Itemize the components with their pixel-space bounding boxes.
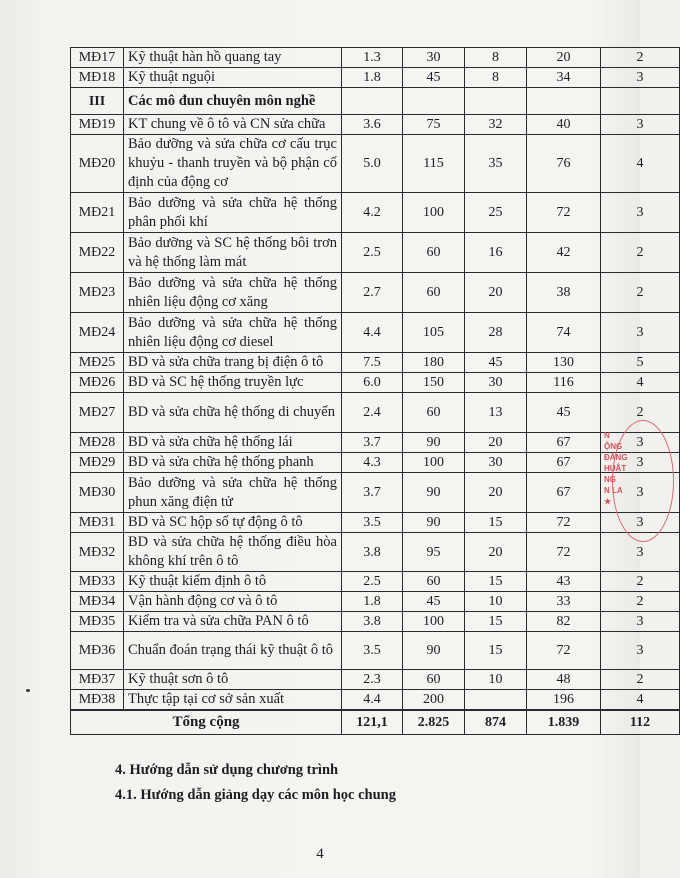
table-row [71,473,680,513]
table-row [71,273,680,313]
module-code: MĐ26 [71,373,124,393]
exam-cell: 3 [601,473,680,513]
table-row [71,592,680,612]
exam-cell: 2 [601,48,680,68]
exam-cell: 3 [601,115,680,135]
module-name: BD và sửa chữa hệ thống di chuyển [124,393,342,433]
credits-cell: 6.0 [342,373,403,393]
theory-cell: 20 [465,433,527,453]
theory-cell: 45 [465,353,527,373]
module-code: MĐ28 [71,433,124,453]
curriculum-table [70,47,680,735]
credits-cell: 1.8 [342,592,403,612]
empty-cell [403,88,465,115]
total-cell: 180 [403,353,465,373]
empty-cell [342,88,403,115]
total-label: Tổng cộng [71,710,342,734]
table-body [71,48,680,735]
module-name: Bảo dưỡng và sửa chữa cơ cấu trục khuỷu - thanh truyền và bộ phận cố định của động cơ [124,135,342,193]
module-name: Bảo dưỡng và SC hệ thống bôi trơn và hệ thống làm mát [124,233,342,273]
practice-cell: 34 [527,68,601,88]
module-name: Bảo dưỡng và sửa chữa hệ thống nhiên liệu động cơ diesel [124,313,342,353]
practice-cell: 67 [527,473,601,513]
table-row [71,313,680,353]
exam-cell: 3 [601,533,680,572]
stamp-line: NG [604,475,616,484]
table-row [71,353,680,373]
module-code: MĐ37 [71,670,124,690]
theory-cell: 13 [465,393,527,433]
total-cell: 45 [403,592,465,612]
total-cell: 100 [403,193,465,233]
exam-cell: 4 [601,690,680,711]
heading-usage-guide: 4. Hướng dẫn sử dụng chương trình [115,762,339,778]
practice-cell: 76 [527,135,601,193]
theory-cell: 16 [465,233,527,273]
module-name: KT chung về ô tô và CN sửa chữa [124,115,342,135]
practice-cell: 38 [527,273,601,313]
stamp-line: ★ [604,497,612,506]
theory-cell: 15 [465,612,527,632]
table-row [71,690,680,711]
module-name: Bảo dưỡng và sửa chữa hệ thống phân phối khí [124,193,342,233]
module-name: BD và SC hộp số tự động ô tô [124,513,342,533]
credits-cell: 2.3 [342,670,403,690]
table-row [71,670,680,690]
practice-cell: 33 [527,592,601,612]
theory-cell: 35 [465,135,527,193]
exam-cell: 2 [601,670,680,690]
table-row [71,193,680,233]
theory-cell: 10 [465,670,527,690]
module-code: MĐ30 [71,473,124,513]
table-row [71,115,680,135]
module-code: III [71,88,124,115]
module-name: Kỹ thuật nguội [124,68,342,88]
exam-cell: 5 [601,353,680,373]
table-row [71,135,680,193]
exam-cell: 3 [601,313,680,353]
total-cell: 90 [403,473,465,513]
stamp-line: HUẬT [604,464,627,473]
theory-cell: 28 [465,313,527,353]
total-cell: 150 [403,373,465,393]
total-cell: 200 [403,690,465,711]
exam-cell: 2 [601,273,680,313]
total-cell: 60 [403,393,465,433]
total-exam-cell: 112 [601,710,680,734]
stamp-line: ỘNG [604,442,623,451]
theory-cell [465,690,527,711]
total-cell: 95 [403,533,465,572]
total-cell: 60 [403,572,465,592]
theory-cell: 20 [465,273,527,313]
module-code: MĐ25 [71,353,124,373]
exam-cell: 3 [601,433,680,453]
module-name: Các mô đun chuyên môn nghề [124,88,342,115]
credits-cell: 3.6 [342,115,403,135]
table-row [71,533,680,572]
module-name: Kiểm tra và sửa chữa PAN ô tô [124,612,342,632]
module-name: BD và sửa chữa hệ thống lái [124,433,342,453]
module-code: MĐ24 [71,313,124,353]
exam-cell: 3 [601,612,680,632]
total-theory-cell: 874 [465,710,527,734]
practice-cell: 43 [527,572,601,592]
practice-cell: 82 [527,612,601,632]
theory-cell: 20 [465,533,527,572]
credits-cell: 2.7 [342,273,403,313]
exam-cell: 2 [601,393,680,433]
table-row [71,233,680,273]
table-row [71,48,680,68]
exam-cell: 3 [601,193,680,233]
credits-cell: 1.3 [342,48,403,68]
credits-cell: 5.0 [342,135,403,193]
credits-cell: 4.2 [342,193,403,233]
module-name: BD và sửa chữa hệ thống phanh [124,453,342,473]
credits-cell: 4.3 [342,453,403,473]
theory-cell: 15 [465,513,527,533]
module-name: Vận hành động cơ và ô tô [124,592,342,612]
practice-cell: 20 [527,48,601,68]
theory-cell: 10 [465,592,527,612]
module-code: MĐ18 [71,68,124,88]
heading-teaching-guide: 4.1. Hướng dẫn giảng dạy các môn học chung [115,787,397,803]
module-code: MĐ23 [71,273,124,313]
module-name: Bảo dưỡng và sửa chữa hệ thống phun xăng điện tử [124,473,342,513]
theory-cell: 30 [465,453,527,473]
total-cell: 90 [403,433,465,453]
table-row [71,453,680,473]
theory-cell: 8 [465,68,527,88]
module-code: MĐ19 [71,115,124,135]
theory-cell: 15 [465,572,527,592]
exam-cell: 4 [601,373,680,393]
credits-cell: 4.4 [342,690,403,711]
total-cell: 60 [403,233,465,273]
exam-cell: 2 [601,233,680,273]
total-cell: 60 [403,273,465,313]
credits-cell: 7.5 [342,353,403,373]
total-cell: 90 [403,632,465,670]
theory-cell: 25 [465,193,527,233]
stamp-text [604,430,628,507]
module-code: MĐ35 [71,612,124,632]
total-practice-cell: 1.839 [527,710,601,734]
credits-cell: 3.5 [342,632,403,670]
module-name: Bảo dưỡng và sửa chữa hệ thống nhiên liệu động cơ xăng [124,273,342,313]
ink-speck [26,689,30,692]
exam-cell: 3 [601,453,680,473]
module-code: MĐ34 [71,592,124,612]
credits-cell: 3.8 [342,612,403,632]
module-code: MĐ21 [71,193,124,233]
total-cell: 45 [403,68,465,88]
table-row [71,572,680,592]
module-code: MĐ32 [71,533,124,572]
total-row [71,710,680,734]
module-code: MĐ38 [71,690,124,711]
module-code: MĐ17 [71,48,124,68]
practice-cell: 130 [527,353,601,373]
theory-cell: 8 [465,48,527,68]
practice-cell: 48 [527,670,601,690]
module-name: Kỹ thuật kiểm định ô tô [124,572,342,592]
module-name: Thực tập tại cơ sở sản xuất [124,690,342,711]
total-cell: 100 [403,453,465,473]
practice-cell: 196 [527,690,601,711]
credits-cell: 3.5 [342,513,403,533]
exam-cell: 4 [601,135,680,193]
section-row [71,88,680,115]
table-row [71,393,680,433]
practice-cell: 72 [527,533,601,572]
module-name: Kỹ thuật hàn hồ quang tay [124,48,342,68]
module-name: Kỹ thuật sơn ô tô [124,670,342,690]
table-row [71,68,680,88]
module-code: MĐ31 [71,513,124,533]
module-name: BD và sửa chữa trang bị điện ô tô [124,353,342,373]
empty-cell [601,88,680,115]
practice-cell: 116 [527,373,601,393]
stamp-line: N LA [604,486,623,495]
table-row [71,433,680,453]
module-name: Chuẩn đoán trạng thái kỹ thuật ô tô [124,632,342,670]
total-cell: 90 [403,513,465,533]
total-cell: 100 [403,612,465,632]
total-total-cell: 2.825 [403,710,465,734]
stamp-line: N [604,431,610,440]
practice-cell: 42 [527,233,601,273]
credits-cell: 3.7 [342,433,403,453]
exam-cell: 3 [601,632,680,670]
credits-cell: 2.5 [342,572,403,592]
module-code: MĐ20 [71,135,124,193]
credits-cell: 2.5 [342,233,403,273]
practice-cell: 72 [527,193,601,233]
page-number: 4 [316,846,324,862]
credits-cell: 1.8 [342,68,403,88]
practice-cell: 45 [527,393,601,433]
total-credits-cell: 121,1 [342,710,403,734]
empty-cell [465,88,527,115]
practice-cell: 67 [527,453,601,473]
practice-cell: 72 [527,632,601,670]
practice-cell: 72 [527,513,601,533]
table-row [71,513,680,533]
module-code: MĐ22 [71,233,124,273]
module-code: MĐ36 [71,632,124,670]
practice-cell: 40 [527,115,601,135]
credits-cell: 3.7 [342,473,403,513]
theory-cell: 20 [465,473,527,513]
table-row [71,373,680,393]
stamp-line: ĐẲNG [604,453,628,462]
exam-cell: 2 [601,572,680,592]
theory-cell: 32 [465,115,527,135]
module-code: MĐ33 [71,572,124,592]
total-cell: 30 [403,48,465,68]
module-code: MĐ29 [71,453,124,473]
exam-cell: 2 [601,592,680,612]
practice-cell: 74 [527,313,601,353]
table-row [71,612,680,632]
credits-cell: 2.4 [342,393,403,433]
exam-cell: 3 [601,513,680,533]
practice-cell: 67 [527,433,601,453]
table-row [71,632,680,670]
red-stamp [604,420,640,540]
total-cell: 75 [403,115,465,135]
credits-cell: 3.8 [342,533,403,572]
total-cell: 105 [403,313,465,353]
credits-cell: 4.4 [342,313,403,353]
exam-cell: 3 [601,68,680,88]
module-name: BD và sửa chữa hệ thống điều hòa không khí trên ô tô [124,533,342,572]
total-cell: 60 [403,670,465,690]
empty-cell [527,88,601,115]
theory-cell: 30 [465,373,527,393]
theory-cell: 15 [465,632,527,670]
module-name: BD và SC hệ thống truyền lực [124,373,342,393]
total-cell: 115 [403,135,465,193]
module-code: MĐ27 [71,393,124,433]
